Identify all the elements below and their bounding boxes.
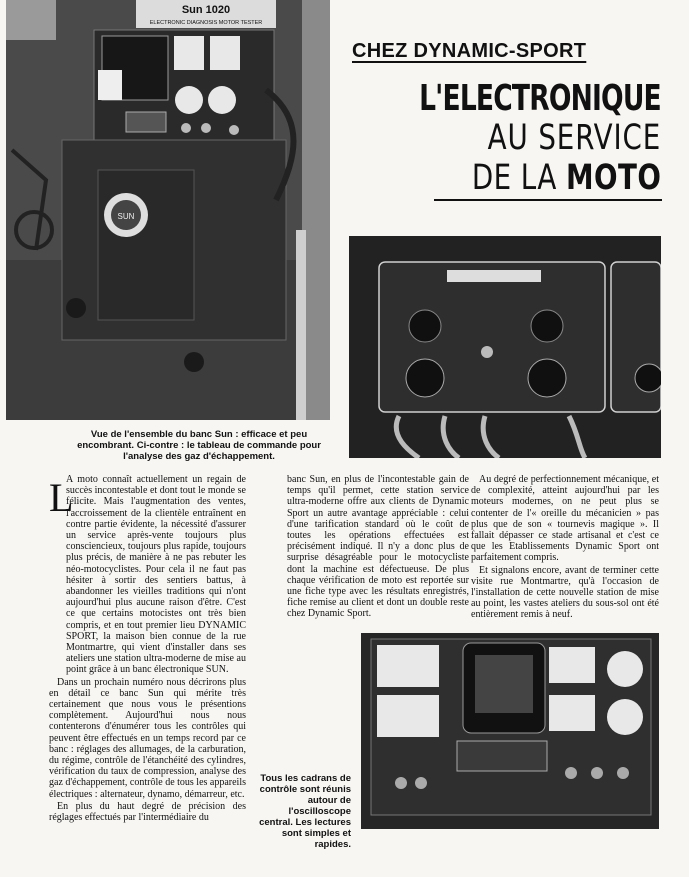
paragraph: Et signalons encore, avant de terminer cette visite rue Montmartre, qu'à l'occasion de l'installation de cette nouvelle station de mise au point, les vastes ateliers du sous-sol ont été entièrement remis à neuf. [471, 564, 659, 621]
article-kicker: CHEZ DYNAMIC-SPORT [352, 40, 587, 62]
sun-sign-banner: ELECTRONIC DIAGNOSIS MOTOR TESTER [149, 20, 263, 26]
caption-overview: Vue de l'ensemble du banc Sun : efficace et peu encombrant. Ci-contre : le tableau de commande pour l'analyse des gaz d'échappement. [77, 429, 321, 462]
paragraph: Au degré de perfectionnement mécanique, et de complexité, atteint aujourd'hui par les moteurs modernes, on ne peut plus se contenter de l'« oreille du mécanicien » pas plus que de son « tournevis magique ». Il fallait dépasser ce stade artisanal et c'est ce que les Etablissements Dynamic Sport ont parfaitement compris. [471, 474, 659, 564]
sun-badge-text: SUN [117, 212, 135, 221]
headline-rule [434, 199, 662, 201]
headline-line-1: L'ELECTRONIQUE [419, 78, 661, 119]
paragraph: Dans un prochain numéro nous décrirons plus en détail ce banc Sun qui mérite très certainement que nous vous le présentions complètement. Aujourd'hui nous nous contenterons d'énumérer tous les contrôles qui peuvent être effectués en un temps record par ce banc : réglages des allumages, de la carburation, du régime, contrôle de l'étanchéité des cylindres, vérification du taux de compression, analyse des gaz d'échappement, contrôle de tous les appareils électriques : alternateur, dynamo, démarreur, etc. [49, 676, 247, 800]
oscilloscope-illustration [361, 633, 659, 829]
headline-line-3-prefix: DE LA [471, 158, 566, 198]
paragraph: En plus du haut degré de précision des réglages effectués par l'intermédiaire du [49, 800, 246, 824]
headline-line-3 [471, 158, 661, 198]
headline-line-2: AU SERVICE [487, 118, 661, 158]
photo-oscilloscope-dials [361, 633, 659, 829]
text-column-1 [49, 474, 246, 824]
sun-tester-illustration [6, 0, 330, 420]
text-column-3 [471, 474, 659, 622]
caption-dials: Tous les cadrans de contrôle sont réunis autour de l'oscilloscope central. Les lectures sont simples et rapides. [259, 773, 351, 850]
headline-emphasis: MOTO [565, 158, 661, 198]
paragraph: banc Sun, en plus de l'incontestable gain de temps qu'il permet, cette station service ultra-moderne offre aux clients de Dynamic Sport un autre avantage appréciable : celui d'une tarification standard où le coût de toutes les opérations effectuées est précisément indiqué. Il n'y a donc plus de surprise désagréable pour le motocycliste dont la machine est défectueuse. De plus chaque vérification de moto est reportée sur une fiche type avec les résultats enregistrés, fiche remise au client et dont un double reste chez Dynamic Sport. [287, 474, 469, 620]
control-panel-illustration [349, 236, 661, 458]
photo-control-panel [349, 236, 661, 458]
paragraph-text: A moto connaît actuellement un regain de succès incontestable et dont tout le monde se félicite. Mais l'augmentation des ventes, l'accroissement de la clientèle entraînent en contre partie évidente, la nécessité d'assurer un service après-vente toujours plus consciencieux, toujours plus rapide, toujours plus précis, de manière à ne pas rebuter les néo-motocyclistes. Pour cela il ne faut pas hésiter à sortir des sentiers battus, à abandonner les vieilles traditions qui n'ont aujourd'hui plus aucune raison d'être. C'est ce que certains motocistes ont très bien compris, et en tout premier lieu DYNAMIC SPORT, la maison bien connue de la rue Montmartre, qui vient d'installer dans ses ateliers une station ultra-moderne de mise au point grâce à un banc électronique SUN. [66, 474, 246, 676]
paragraph [49, 474, 246, 676]
drop-cap: L [49, 475, 74, 520]
photo-sun-tester-overview [6, 0, 330, 420]
sun-sign-text: Sun 1020 [181, 4, 231, 16]
text-column-2 [287, 474, 469, 621]
